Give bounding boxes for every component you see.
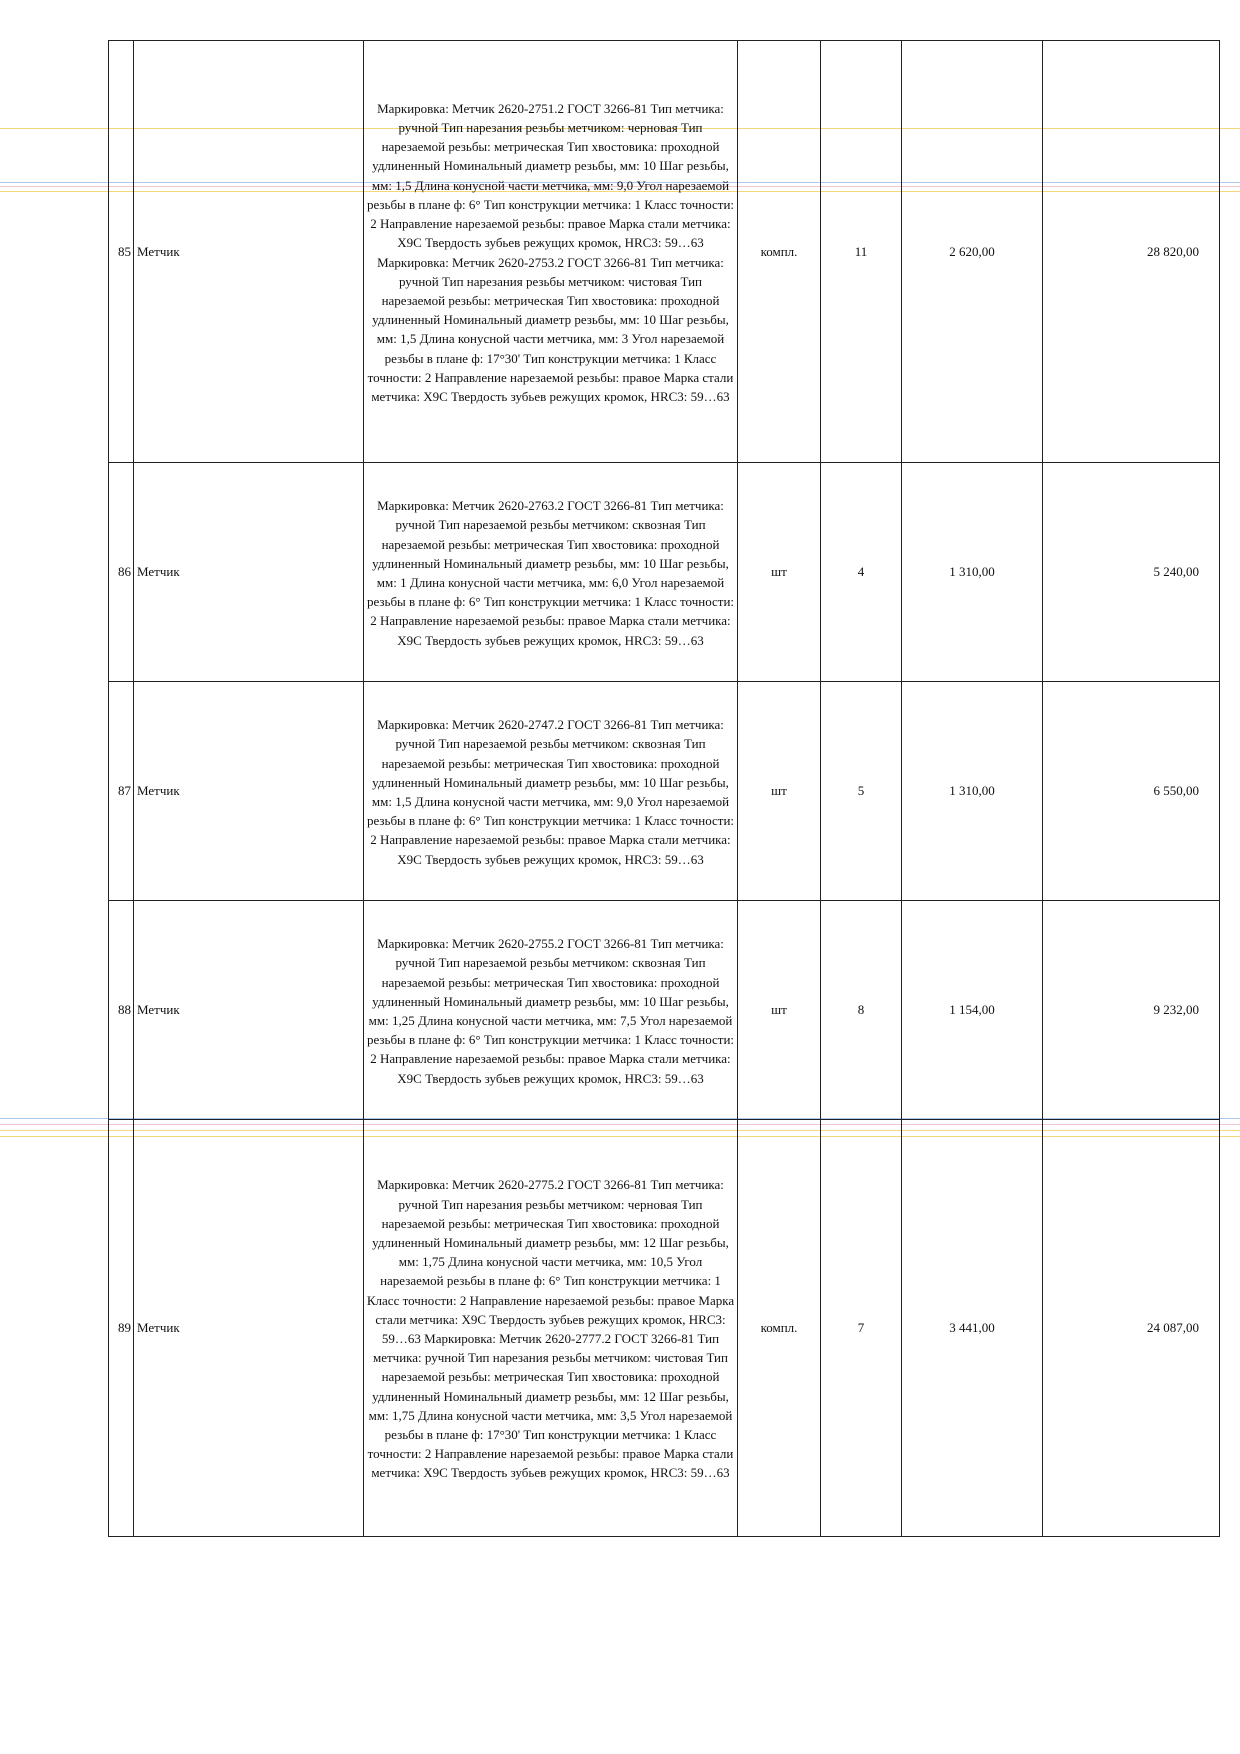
item-total: 24 087,00	[1043, 1120, 1220, 1537]
item-total: 5 240,00	[1043, 463, 1220, 682]
item-price: 2 620,00	[902, 41, 1043, 463]
table-row	[109, 41, 1220, 463]
row-number: 87	[109, 682, 134, 901]
item-name: Метчик	[134, 901, 364, 1120]
item-name: Метчик	[134, 1120, 364, 1537]
item-total: 6 550,00	[1043, 682, 1220, 901]
item-description	[364, 463, 738, 682]
item-unit: компл.	[738, 1120, 821, 1537]
item-unit: шт	[738, 463, 821, 682]
item-name: Метчик	[134, 682, 364, 901]
item-name: Метчик	[134, 463, 364, 682]
item-unit: шт	[738, 682, 821, 901]
table-row	[109, 901, 1220, 1120]
item-total: 9 232,00	[1043, 901, 1220, 1120]
item-description	[364, 682, 738, 901]
item-description-text: Маркировка: Метчик 2620-2755.2 ГОСТ 3266-81 Тип метчика: ручной Тип нарезаемой резьбы метчиком: сквозная Тип нарезаемой резьбы: метрическая Тип хвостовика: проходной удлиненный Номинальный диаметр резьбы, мм: 10 Шаг резьбы, мм: 1,25 Длина конусной части метчика, мм: 7,5 Угол нарезаемой резьбы в плане ф: 6° Тип конструкции метчика: 1 Класс точности: 2 Направление нарезаемой резьбы: правое Марка стали метчика: Х9С Твердость зубьев режущих кромок, HRC3: 59…63	[366, 936, 735, 1086]
item-description-text: Маркировка: Метчик 2620-2775.2 ГОСТ 3266-81 Тип метчика: ручной Тип нарезания резьбы метчиком: черновая Тип нарезаемой резьбы: метрическая Тип хвостовика: проходной удлиненный Номинальный диаметр резьбы, мм: 12 Шаг резьбы, мм: 1,75 Длина конусной части метчика, мм: 10,5 Угол нарезаемой резьбы в плане ф: 6° Тип конструкции метчика: 1 Класс точности: 2 Направление нарезаемой резьбы: правое Марка стали метчика: Х9С Твердость зубьев режущих кромок, HRC3: 59…63 Маркировка: Метчик 2620-2777.2 ГОСТ 3266-81 Тип метчика: ручной Тип нарезания резьбы метчиком: чистовая Тип нарезаемой резьбы: метрическая Тип хвостовика: проходной удлиненный Номинальный диаметр резьбы, мм: 12 Шаг резьбы, мм: 1,75 Длина конусной части метчика, мм: 3,5 Угол нарезаемой резьбы в плане ф: 17°30' Тип конструкции метчика: 1 Класс точности: 2 Направление нарезаемой резьбы: правое Марка стали метчика: Х9С Твердость зубьев режущих кромок, HRC3: 59…63	[366, 1177, 735, 1481]
item-description-text: Маркировка: Метчик 2620-2747.2 ГОСТ 3266-81 Тип метчика: ручной Тип нарезаемой резьбы метчиком: сквозная Тип нарезаемой резьбы: метрическая Тип хвостовика: проходной удлиненный Номинальный диаметр резьбы, мм: 10 Шаг резьбы, мм: 1,5 Длина конусной части метчика, мм: 9,0 Угол нарезаемой резьбы в плане ф: 6° Тип конструкции метчика: 1 Класс точности: 2 Направление нарезаемой резьбы: правое Марка стали метчика: Х9С Твердость зубьев режущих кромок, HRC3: 59…63	[366, 717, 735, 867]
row-number: 89	[109, 1120, 134, 1537]
item-quantity: 7	[821, 1120, 902, 1537]
item-quantity: 8	[821, 901, 902, 1120]
item-price: 1 154,00	[902, 901, 1043, 1120]
item-unit: компл.	[738, 41, 821, 463]
table-row	[109, 1120, 1220, 1537]
item-quantity: 5	[821, 682, 902, 901]
item-total: 28 820,00	[1043, 41, 1220, 463]
item-description-text: Маркировка: Метчик 2620-2763.2 ГОСТ 3266-81 Тип метчика: ручной Тип нарезаемой резьбы метчиком: сквозная Тип нарезаемой резьбы: метрическая Тип хвостовика: проходной удлиненный Номинальный диаметр резьбы, мм: 10 Шаг резьбы, мм: 1 Длина конусной части метчика, мм: 6,0 Угол нарезаемой резьбы в плане ф: 6° Тип конструкции метчика: 1 Класс точности: 2 Направление нарезаемой резьбы: правое Марка стали метчика: Х9С Твердость зубьев режущих кромок, HRC3: 59…63	[366, 498, 735, 648]
table-row	[109, 682, 1220, 901]
row-number: 88	[109, 901, 134, 1120]
item-description	[364, 41, 738, 463]
item-price: 1 310,00	[902, 463, 1043, 682]
item-name: Метчик	[134, 41, 364, 463]
item-quantity: 4	[821, 463, 902, 682]
table-row	[109, 463, 1220, 682]
item-quantity: 11	[821, 41, 902, 463]
item-price: 1 310,00	[902, 682, 1043, 901]
row-number: 85	[109, 41, 134, 463]
item-price: 3 441,00	[902, 1120, 1043, 1537]
row-number: 86	[109, 463, 134, 682]
item-description	[364, 1120, 738, 1537]
item-unit: шт	[738, 901, 821, 1120]
item-description-text: Маркировка: Метчик 2620-2751.2 ГОСТ 3266-81 Тип метчика: ручной Тип нарезания резьбы метчиком: черновая Тип нарезаемой резьбы: метрическая Тип хвостовика: проходной удлиненный Номинальный диаметр резьбы, мм: 10 Шаг резьбы, мм: 1,5 Длина конусной части метчика, мм: 9,0 Угол нарезаемой резьбы в плане ф: 6° Тип конструкции метчика: 1 Класс точности: 2 Направление нарезаемой резьбы: правое Марка стали метчика: Х9С Твердость зубьев режущих кромок, HRC3: 59…63 Маркировка: Метчик 2620-2753.2 ГОСТ 3266-81 Тип метчика: ручной Тип нарезания резьбы метчиком: чистовая Тип нарезаемой резьбы: метрическая Тип хвостовика: проходной удлиненный Номинальный диаметр резьбы, мм: 10 Шаг резьбы, мм: 1,5 Длина конусной части метчика, мм: 3 Угол нарезаемой резьбы в плане ф: 17°30' Тип конструкции метчика: 1 Класс точности: 2 Направление нарезаемой резьбы: правое Марка стали метчика: Х9С Твердость зубьев режущих кромок, HRC3: 59…63	[366, 100, 735, 404]
item-description	[364, 901, 738, 1120]
items-table	[108, 40, 1220, 1537]
